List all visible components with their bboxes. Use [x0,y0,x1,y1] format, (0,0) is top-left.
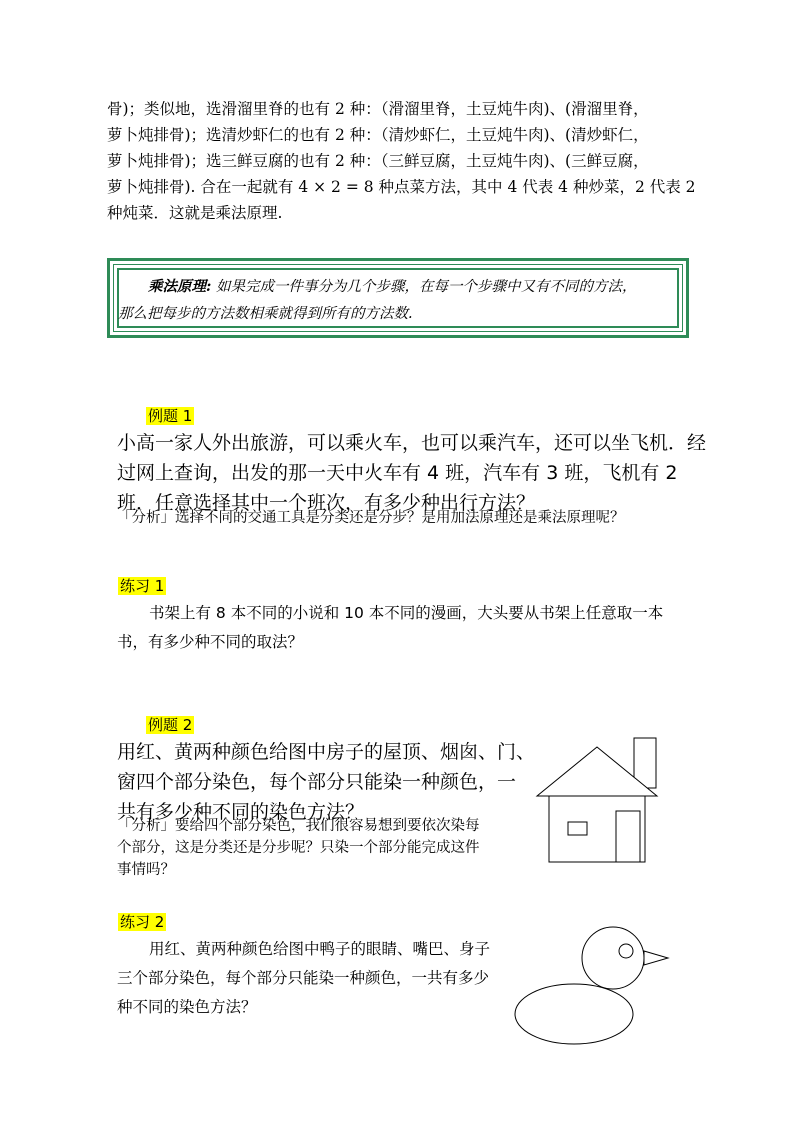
practice-2-line: 种不同的染色方法？ [117,998,257,1016]
duck-head [582,927,644,989]
example-2-text [117,737,535,827]
practice-2-tag: 练习 2 [120,913,165,931]
example-2-line: 共有多少种不同的染色方法？ [117,801,365,823]
practice-1-text [117,599,663,657]
practice-1-line: 书，有多少种不同的取法？ [117,633,304,651]
example-2-analysis-line: 个部分，这是分类还是分步呢？只染一个部分能完成这件 [117,840,480,856]
house-door [616,811,640,862]
intro-line: 萝卜炖排骨)；选清炒虾仁的也有 2 种：（清炒虾仁，土豆炖牛肉)、(清炒虾仁， [107,126,649,144]
multiplication-principle-box [107,258,689,338]
intro-line: 萝卜炖排骨)；选三鲜豆腐的也有 2 种：（三鲜豆腐，土豆炖牛肉)、(三鲜豆腐， [107,152,649,170]
practice-2-line: 三个部分染色，每个部分只能染一种颜色，一共有多少 [117,969,490,987]
duck-beak [644,951,668,965]
example-1-analysis: 「分析」选择不同的交通工具是分类还是分步？是用加法原理还是乘法原理呢？ [117,510,625,526]
house-window [568,822,587,835]
intro-line: 萝卜炖排骨). 合在一起就有 4 × 2 = 8 种点菜方法，其中 4 代表 4 种炒菜，2 代表 2 [107,178,696,196]
example-1-line: 过网上查询，出发的那一天中火车有 4 班，汽车有 3 班，飞机有 2 [117,462,678,484]
example-2-tag: 例题 2 [148,716,193,734]
practice-1-line: 书架上有 8 本不同的小说和 10 本不同的漫画，大头要从书架上任意取一本 [149,604,664,622]
example-2-analysis-line: 「分析」要给四个部分染色，我们很容易想到要依次染每 [117,818,480,834]
example-2-line: 窗四个部分染色，每个部分只能染一种颜色，一 [117,771,517,793]
example-1-line: 班．任意选择其中一个班次，有多少种出行方法？ [117,492,536,514]
duck-body [515,984,633,1044]
duck-eye [619,944,633,958]
example-2-analysis [117,815,480,881]
example-1-line: 小高一家人外出旅游，可以乘火车，也可以乘汽车，还可以坐飞机．经 [117,432,707,454]
practice-2-line: 用红、黄两种颜色给图中鸭子的眼睛、嘴巴、身子 [149,940,491,958]
intro-line: 种炖菜．这就是乘法原理. [107,204,283,222]
practice-2-text [117,935,490,1022]
practice-1-tag: 练习 1 [120,577,165,595]
rule-text [118,273,680,328]
rule-line-2: 那么把每步的方法数相乘就得到所有的方法数. [118,306,413,322]
example-1-tag: 例题 1 [148,407,193,425]
house-wall [549,796,645,862]
intro-paragraph [107,96,696,226]
house-chimney [634,738,656,788]
intro-line: 骨)；类似地，选滑溜里脊的也有 2 种：（滑溜里脊，土豆炖牛肉)、(滑溜里脊， [107,100,649,118]
rule-title: 乘法原理: [148,278,212,295]
house-roof [537,747,657,796]
rule-line-1 [118,273,680,301]
example-1-text [117,428,706,518]
example-2-line: 用红、黄两种颜色给图中房子的屋顶、烟囱、门、 [117,741,536,763]
example-2-analysis-line: 事情吗？ [117,862,175,878]
rule-line-1-text: 如果完成一件事分为几个步骤，在每一个步骤中又有不同的方法， [215,279,637,295]
